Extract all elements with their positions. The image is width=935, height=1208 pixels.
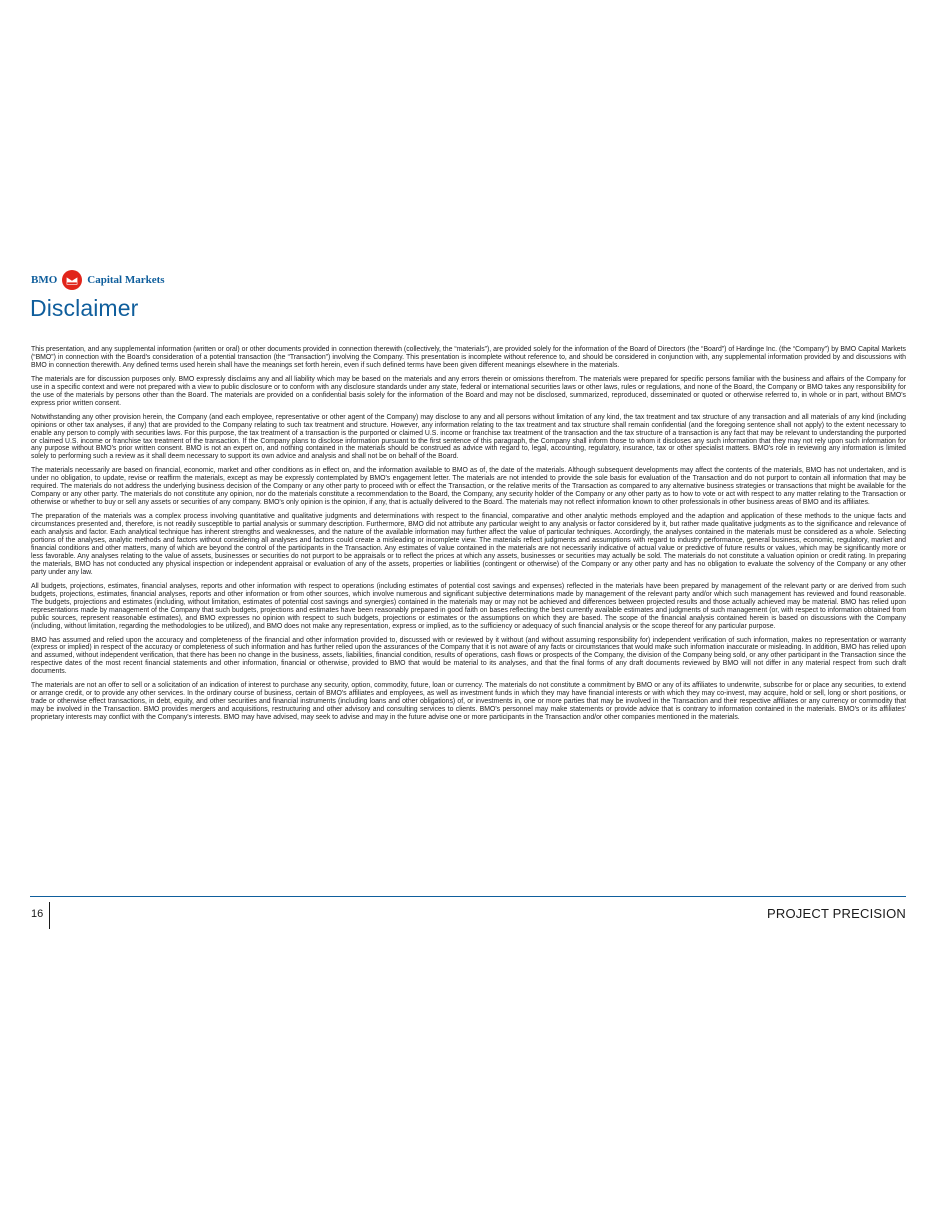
disclaimer-paragraph: The materials necessarily are based on financial, economic, market and other conditions as in effect on, and the information available to BMO as of, the date of the materials. Although subsequent developments may affect the contents of the materials, BMO has not undertaken, and is under no obligation, to update, revise or reaffirm the materials, except as may be expressly contemplated by BMO's engagement letter. The materials are not intended to provide the sole basis for evaluation of the Transaction and do not purport to contain all information that may be required. The materials do not address the underlying business decision of the Company or any other party to proceed with or effect the Transaction, or the relative merits of the Transaction as compared to any alternative business strategies or transactions that might be available for the Company or any other party. The materials do not constitute any opinion, nor do the materials constitute a recommendation to the Board, the Company, any security holder of the Company or any other party as to how to vote or act with respect to any matter relating to the Transaction or otherwise or whether to buy or sell any assets or securities of any company. BMO's only opinion is the opinion, if any, that is actually delivered to the Board. The materials may not reflect information known to other professionals in other business areas of BMO and its affiliates. [31, 467, 906, 507]
page-number: 16 [31, 908, 44, 920]
disclaimer-paragraph: BMO has assumed and relied upon the accuracy and completeness of the financial and other information provided to, discussed with or reviewed by it without (and without assuming responsibility for) independent verification of such information, makes no representation or warranty (express or implied) in respect of the accuracy or completeness of such information and has further relied upon the assurances of the Company that it is not aware of any facts or circumstances that would make such information inaccurate or misleading. In addition, BMO has relied upon and assumed, without independent verification, that there has been no change in the business, assets, liabilities, financial condition, results of operations, cash flows or prospects of the Company, the division of the Company being sold, or any other participant in the Transaction since the respective dates of the most recent financial statements and other information, financial or otherwise, provided to BMO that would be material to its analyses, and that the final forms of any draft documents reviewed by BMO will not differ in any material respect from such draft documents. [31, 636, 906, 676]
disclaimer-paragraph: Notwithstanding any other provision herein, the Company (and each employee, representative or other agent of the Company) may disclose to any and all persons without limitation of any kind, the tax treatment and tax structure of any transaction and all materials of any kind (including opinions or other tax analyses, if any) that are provided to the Company relating to such tax treatment and structure. However, any information relating to the tax treatment and tax structure shall remain confidential (and the foregoing sentence shall not apply) to the extent necessary to enable any person to comply with securities laws. For this purpose, the tax treatment of a transaction is the purported or claimed U.S. income or franchise tax treatment of the transaction and the tax structure of a transaction is any fact that may be relevant to understanding the purported or claimed U.S. income or franchise tax treatment of the transaction. If the Company plans to disclose information pursuant to the first sentence of this paragraph, the Company shall inform those to whom it discloses any such information that they may not rely upon such information for any purpose without BMO's prior written consent. BMO is not an expert on, and nothing contained in the materials should be construed as advice with regard to, legal, accounting, regulatory, insurance, tax or other specialist matters. BMO's role in reviewing any information is limited solely to performing such a review as it shall deem necessary to support its own advice and analysis and shall not be on behalf of the Board. [31, 413, 906, 461]
footer-rule [30, 896, 906, 897]
logo-wordmark-bmo: BMO [31, 274, 58, 286]
footer-divider [49, 902, 50, 929]
disclaimer-paragraph: The preparation of the materials was a complex process involving quantitative and qualitative judgments and determinations with respect to the financial, comparative and other analytic methods employed and the adaption and application of these methods to the unique facts and circumstances presented and, therefore, is not readily susceptible to partial analysis or summary description. Furthermore, BMO did not attribute any particular weight to any analysis or factor considered by it, but rather made qualitative judgments as to the significance and relevance of each analysis and factor. Each analytical technique has inherent strengths and weaknesses, and the nature of the available information may further affect the value of particular techniques. Accordingly, the analyses contained in the materials must be considered as a whole. Selecting portions of the analyses, analytic methods and factors without considering all analyses and factors could create a misleading or incomplete view. The materials reflect judgments and assumptions with regard to industry performance, general business, economic, regulatory, market and financial conditions and other matters, many of which are beyond the control of the participants in the Transaction. Any estimates of value contained in the materials are not necessarily indicative of actual value or predictive of future results or values, which may be significantly more or less favorable. Any analyses relating to the value of assets, businesses or securities do not purport to be appraisals or to reflect the prices at which any assets, businesses or securities may actually be sold. The materials do not constitute a valuation opinion or credit rating. In preparing the materials, BMO has not conducted any physical inspection or independent appraisal or evaluation of any of the assets, properties or liabilities (contingent or otherwise) of the Company or any other party and has no obligation to evaluate the solvency of the Company or any other party under any law. [31, 513, 906, 576]
logo-wordmark-capital-markets: Capital Markets [87, 274, 165, 286]
disclaimer-paragraph: The materials are for discussion purposes only. BMO expressly disclaims any and all liability which may be based on the materials and any errors therein or omissions therefrom. The materials were prepared for specific persons familiar with the business and affairs of the Company for use in a specific context and were not prepared with a view to public disclosure or to conform with any disclosure standards under any state, federal or international securities laws or other laws, rules or regulations, and none of the Board, the Company or BMO takes any responsibility for the use of the materials by persons other than the Board. The materials are provided on a confidential basis solely for the information of the Board and may not be disclosed, summarized, reproduced, disseminated or quoted or otherwise referred to, in whole or in part, without BMO's express prior written consent. [31, 375, 906, 407]
bmo-logo [31, 270, 165, 290]
disclaimer-paragraph: The materials are not an offer to sell or a solicitation of an indication of interest to purchase any security, option, commodity, future, loan or currency. The materials do not constitute a commitment by BMO or any of its affiliates to underwrite, subscribe for or place any securities, to extend or arrange credit, or to provide any other services. In the ordinary course of business, certain of BMO's affiliates and employees, as well as investment funds in which they may have financial interests or with which they may co-invest, may acquire, hold or sell, long or short positions, or trade or otherwise effect transactions, in debt, equity, and other securities and financial instruments (including loans and other obligations) of, or investments in, one or more parties that may be involved in the Transaction and their respective affiliates or any currency or commodity that may be involved in the Transaction. BMO provides mergers and acquisitions, restructuring and other advisory and consulting services to clients. BMO's personnel may make statements or provide advice that is contrary to information contained in the materials. BMO's or its affiliates' proprietary interests may conflict with the Company's interests. BMO may have advised, may seek to advise and may in the future advise one or more participants in the Transaction and/or other companies mentioned in the materials. [31, 682, 906, 722]
disclaimer-paragraph: All budgets, projections, estimates, financial analyses, reports and other information with respect to operations (including estimates of potential cost savings and expenses) reflected in the materials have been prepared by management of the relevant party or are derived from such budgets, projections, estimates, financial analyses, reports and other information or from other sources, which involve numerous and significant subjective determinations made by management of the relevant party and/or which such management has reviewed and found reasonable. The budgets, projections and estimates (including, without limitation, estimates of potential cost savings and synergies) contained in the materials may or may not be achieved and differences between projected results and those actually achieved may be material. BMO has relied upon representations made by management of the Company that such budgets, projections and estimates have been reasonably prepared in good faith on bases reflecting the best currently available estimates and judgments of such management (or, with respect to information obtained from public sources, represent reasonable estimates), and BMO expresses no opinion with respect to such budgets, projections or estimates or the assumptions on which they are based. The scope of the financial analysis contained herein is based on discussions with the Company (including, without limitation, regarding the methodologies to be utilized), and BMO does not make any representation, express or implied, as to the sufficiency or adequacy of such financial analysis or the scope thereof for any particular purpose. [31, 582, 906, 630]
disclaimer-paragraph: This presentation, and any supplemental information (written or oral) or other documents provided in connection therewith (collectively, the “materials”), are provided solely for the information of the Board of Directors (the “Board”) of Hardinge Inc. (the “Company”) by BMO Capital Markets (“BMO”) in connection with the Board's consideration of a potential transaction (the “Transaction”) involving the Company. This presentation is incomplete without reference to, and should be considered in conjunction with, any supplemental information provided by and discussions with BMO in connection therewith. Any defined terms used herein shall have the meanings set forth herein, even if such defined terms have been given different meanings elsewhere in the materials. [31, 346, 906, 369]
disclaimer-body [31, 346, 906, 728]
bmo-roundel-icon [62, 270, 82, 290]
footer-project-name: PROJECT PRECISION [767, 906, 906, 921]
page-title: Disclaimer [30, 295, 139, 321]
